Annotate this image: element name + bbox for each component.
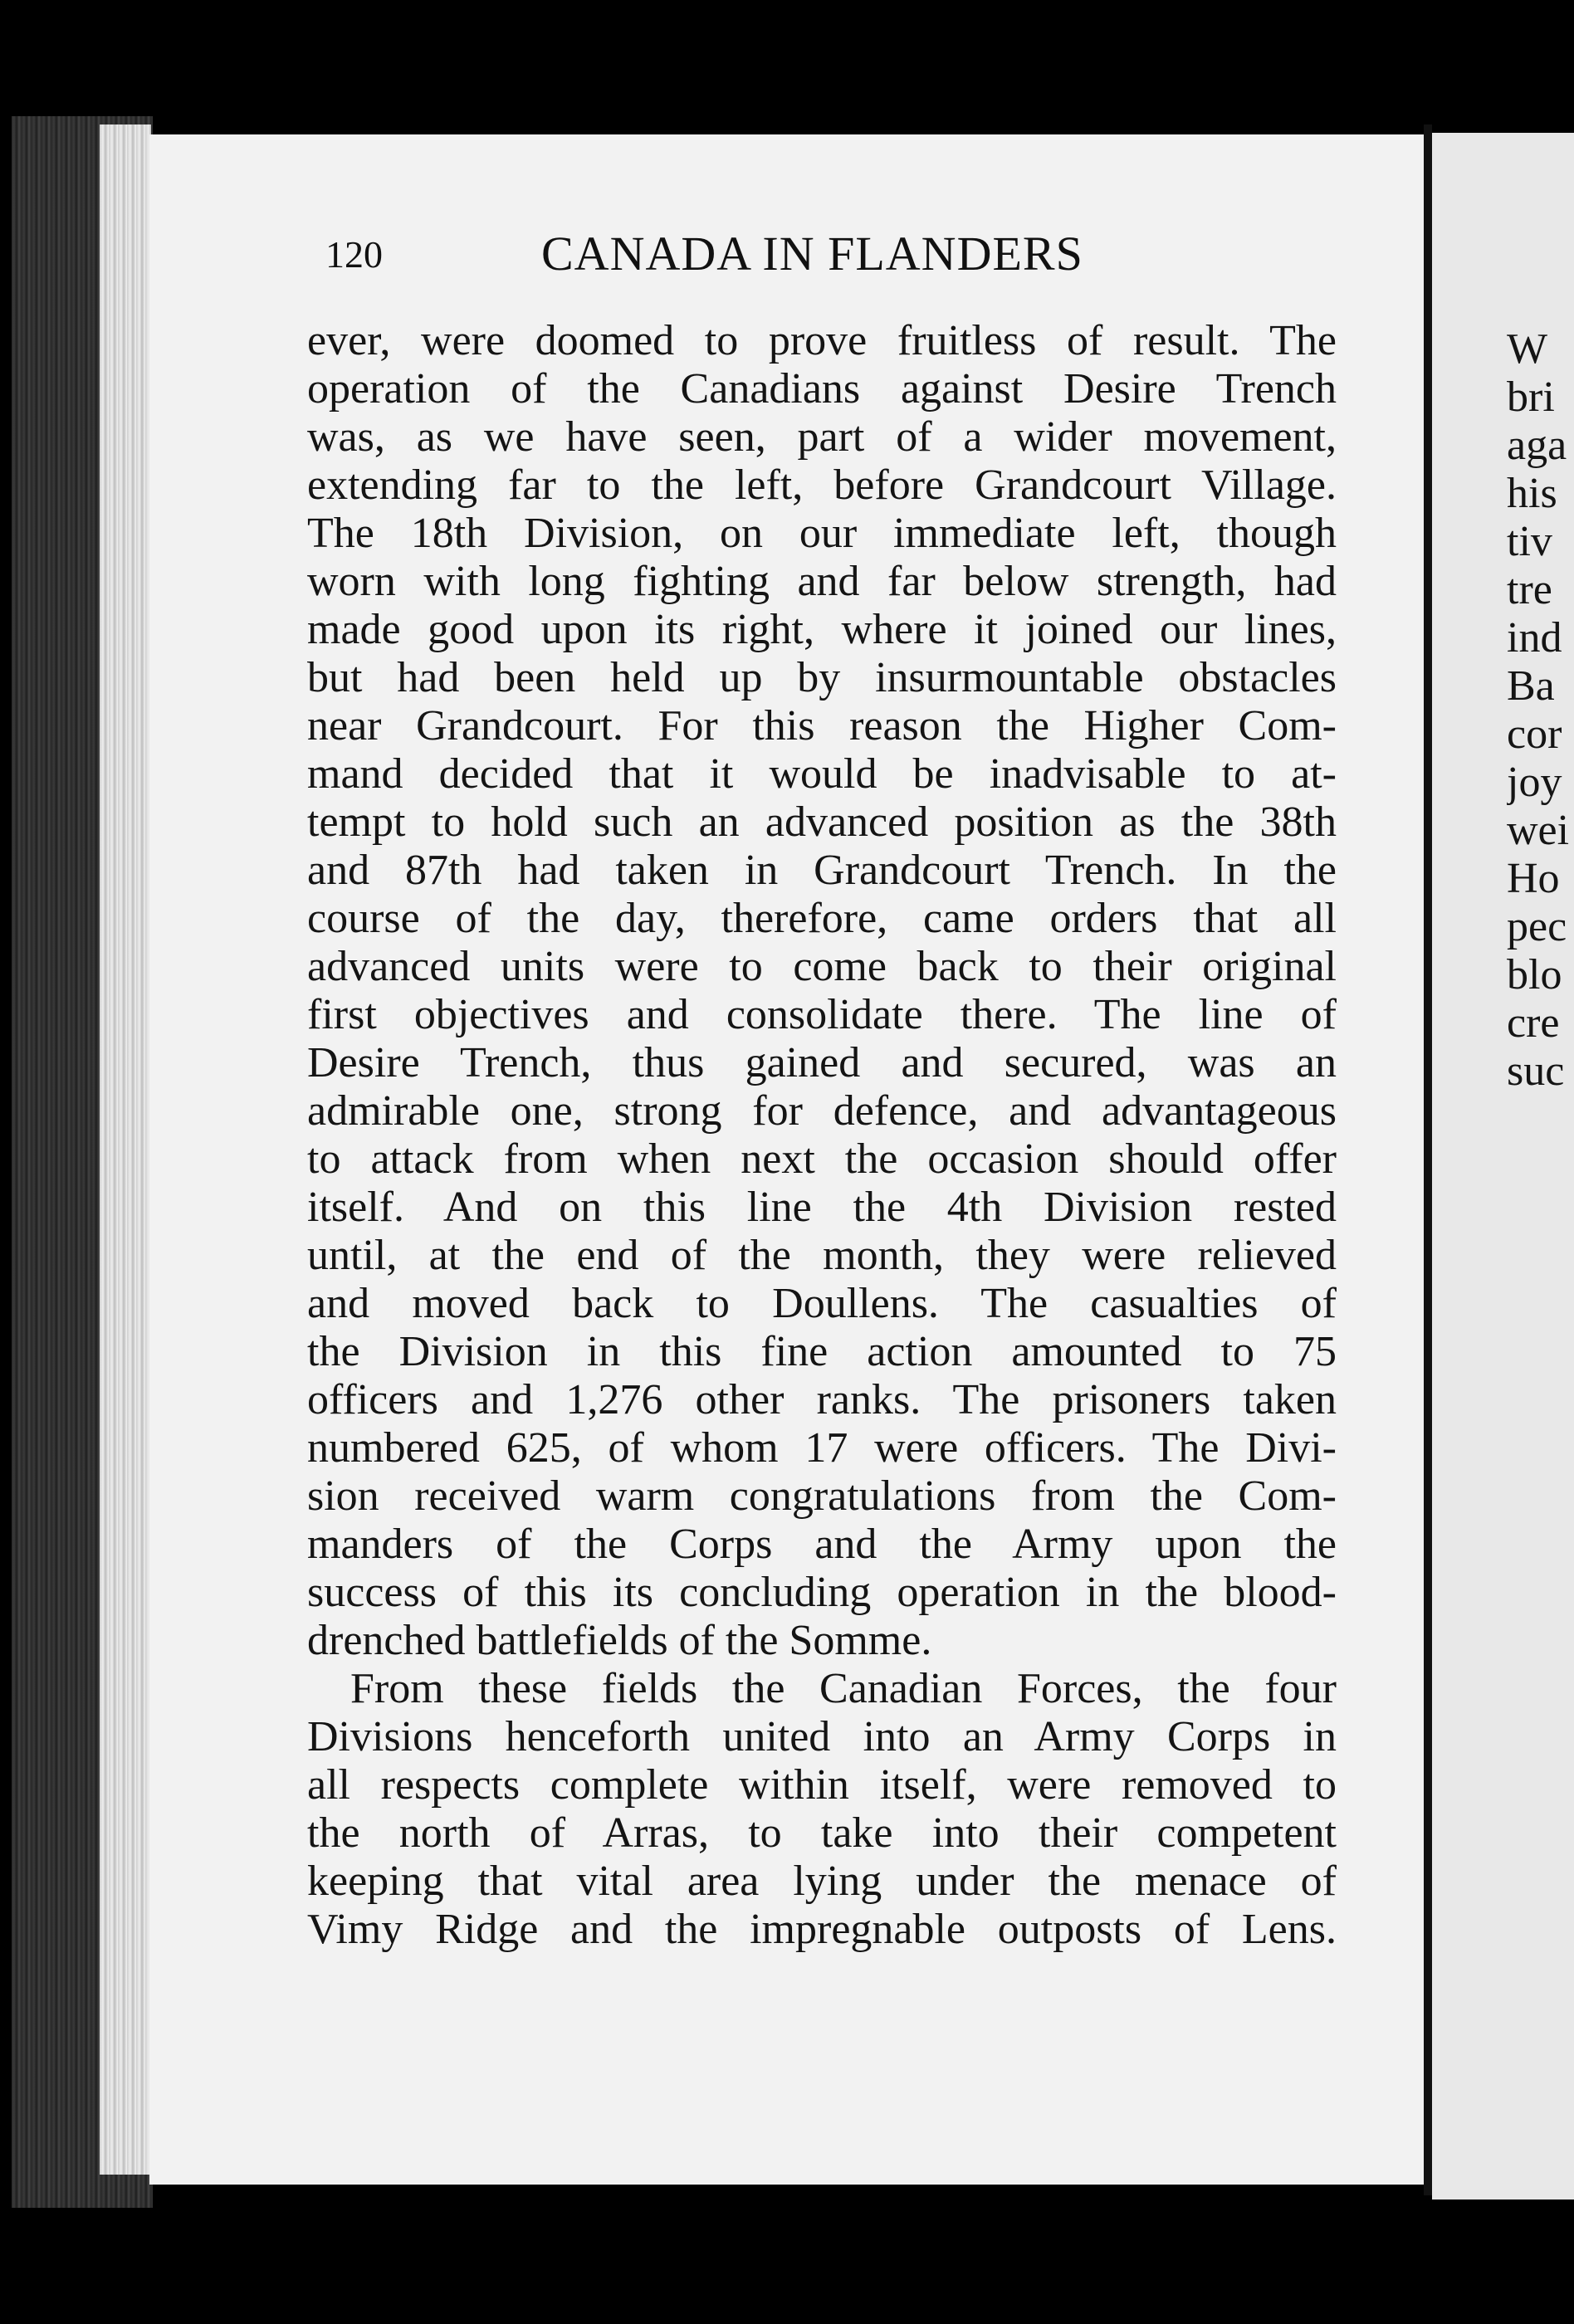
text-line: extending far to the left, before Grandcourt Village.	[307, 461, 1337, 509]
text-line: Divisions henceforth united into an Army Corps in	[307, 1713, 1337, 1760]
text-line: and moved back to Doullens. The casualties of	[307, 1280, 1337, 1327]
text-line: to attack from when next the occasion should offer	[307, 1135, 1337, 1183]
text-line: admirable one, strong for defence, and advantageous	[307, 1087, 1337, 1135]
right-page-text	[1507, 325, 1573, 1096]
text-line: mand decided that it would be inadvisable to at-	[307, 750, 1337, 798]
text-line: Vimy Ridge and the impregnable outposts of Lens.	[307, 1906, 1337, 1953]
right-page-fragment: cre	[1507, 999, 1560, 1047]
right-page-fragment: aga	[1507, 422, 1567, 469]
right-page-fragment: wei	[1507, 807, 1570, 854]
right-page-fragment: suc	[1507, 1047, 1565, 1095]
text-line: itself. And on this line the 4th Division rested	[307, 1184, 1337, 1231]
text-line: near Grandcourt. For this reason the Higher Com-	[307, 702, 1337, 749]
text-line: until, at the end of the month, they were relieved	[307, 1232, 1337, 1279]
text-line: success of this its concluding operation in the blood-	[307, 1569, 1337, 1616]
right-page-fragment: his	[1507, 470, 1557, 517]
text-line: numbered 625, of whom 17 were officers. The Divi-	[307, 1424, 1337, 1472]
text-line: keeping that vital area lying under the menace of	[307, 1858, 1337, 1905]
text-line: but had been held up by insurmountable obstacles	[307, 654, 1337, 701]
text-line: The 18th Division, on our immediate left, though	[307, 510, 1337, 557]
right-page-fragment: Ba	[1507, 662, 1555, 710]
text-line: the north of Arras, to take into their competent	[307, 1809, 1337, 1857]
right-page-fragment: pec	[1507, 903, 1567, 950]
right-page-fragment: bri	[1507, 374, 1555, 421]
text-line: course of the day, therefore, came orders that all	[307, 895, 1337, 942]
book-gutter	[1424, 124, 1432, 2195]
running-title: CANADA IN FLANDERS	[541, 227, 1083, 281]
page-stack-edge	[100, 124, 151, 2175]
text-line: the Division in this fine action amounted to 75	[307, 1328, 1337, 1375]
right-page-fragment: ind	[1507, 614, 1562, 662]
page-number: 120	[325, 233, 383, 276]
text-line: ever, were doomed to prove fruitless of result. The	[307, 317, 1337, 364]
text-line: worn with long fighting and far below strength, had	[307, 558, 1337, 605]
right-page-fragment: Ho	[1507, 855, 1560, 902]
text-line: first objectives and consolidate there. The line of	[307, 991, 1337, 1038]
right-page-fragment: tre	[1507, 566, 1552, 613]
text-line: all respects complete within itself, were removed to	[307, 1761, 1337, 1809]
text-line: operation of the Canadians against Desire Trench	[307, 365, 1337, 413]
body-text	[307, 317, 1337, 1954]
right-page-fragment: tiv	[1507, 518, 1552, 565]
text-line: manders of the Corps and the Army upon the	[307, 1521, 1337, 1568]
text-line: tempt to hold such an advanced position as the 38th	[307, 798, 1337, 846]
text-line: and 87th had taken in Grandcourt Trench. In the	[307, 847, 1337, 894]
text-line: Desire Trench, thus gained and secured, was an	[307, 1039, 1337, 1086]
text-line: made good upon its right, where it joined our lines,	[307, 606, 1337, 653]
right-page-fragment: cor	[1507, 710, 1562, 758]
right-page-fragment: W	[1507, 325, 1548, 373]
text-line: officers and 1,276 other ranks. The prisoners taken	[307, 1376, 1337, 1423]
text-line: advanced units were to come back to their original	[307, 943, 1337, 990]
page-header	[325, 226, 1322, 292]
paragraph-last-line: drenched battlefields of the Somme.	[307, 1617, 932, 1664]
right-page-fragment: joy	[1507, 759, 1562, 806]
text-line: sion received warm congratulations from the Com-	[307, 1472, 1337, 1520]
right-page-fragment: blo	[1507, 951, 1562, 998]
paragraph-first-line: From these fields the Canadian Forces, the four	[350, 1665, 1337, 1712]
text-line: was, as we have seen, part of a wider movement,	[307, 413, 1337, 461]
